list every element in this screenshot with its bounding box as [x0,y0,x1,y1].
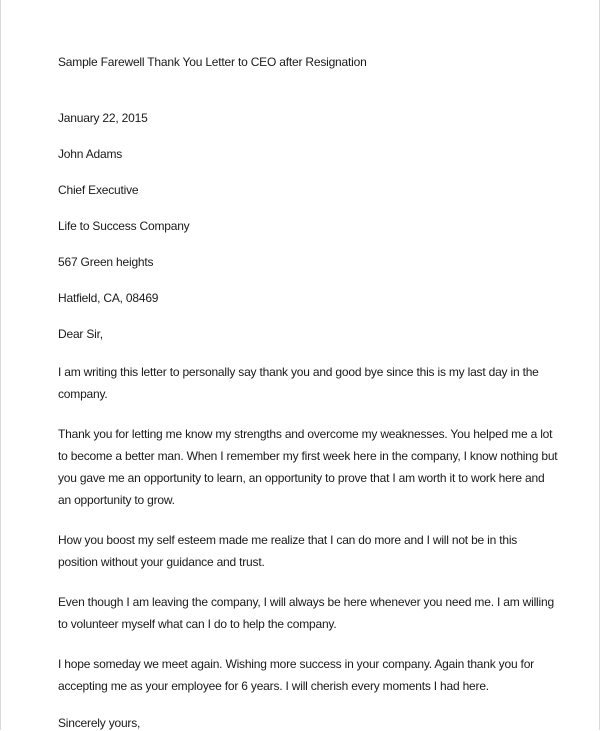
paragraph-4: Even though I am leaving the company, I will always be here whenever you need me. I am willing to volunteer myself what can I do to help the company. [58,595,554,631]
paragraph-5: I hope someday we meet again. Wishing more success in your company. Again thank you for accepting me as your employee for 6 years. I will cherish every moments I had here. [58,657,534,693]
recipient-title: Chief Executive [58,183,139,197]
letter-heading: Sample Farewell Thank You Letter to CEO after Resignation [58,55,367,69]
salutation: Dear Sir, [58,327,103,341]
letter-date: January 22, 2015 [58,111,148,125]
recipient-name: John Adams [58,147,123,161]
letter-body [58,54,558,731]
paragraph-1: I am writing this letter to personally say thank you and good bye since this is my last day in the company. [58,365,539,401]
paragraph-3: How you boost my self esteem made me realize that I can do more and I will not be in this position without your guidance and trust. [58,533,518,569]
closing: Sincerely yours, [58,716,141,730]
recipient-city: Hatfield, CA, 08469 [58,291,159,305]
recipient-company: Life to Success Company [58,219,190,233]
paragraph-2: Thank you for letting me know my strengths and overcome my weaknesses. You helped me a lot to become a better man. When I remember my first week here in the company, I know nothing but you gave me an opportunity to learn, an opportunity to prove that I am worth it to work here and an opportunity to grow. [58,427,558,507]
recipient-street: 567 Green heights [58,255,154,269]
